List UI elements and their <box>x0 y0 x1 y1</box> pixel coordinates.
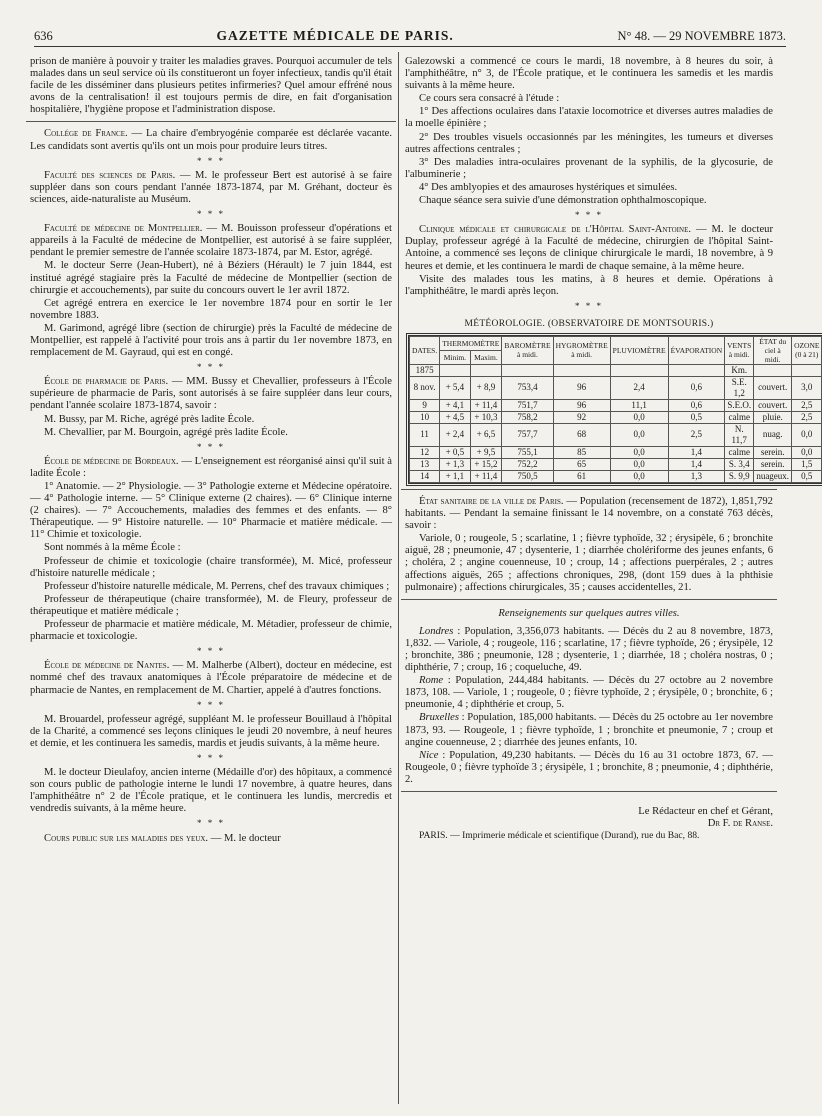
ornament-stars: * * * <box>575 300 603 311</box>
bussy-paragraph: M. Bussy, par M. Riche, agrégé près ladite École. <box>44 413 255 425</box>
col-minim: Minim. <box>440 350 470 364</box>
meteorology-table <box>409 336 822 483</box>
table-cell-max: + 11,4 <box>470 470 502 482</box>
issue-info: N° 48. — 29 NOVEMBRE 1873. <box>617 28 786 43</box>
table-cell-oz: 2,5 <box>792 411 822 423</box>
col-thermometre: THERMOMÈTRE <box>440 336 502 350</box>
item-1: 1° Des affections oculaires dans l'ataxie locomotrice et diverses autres maladies de la moelle épinière ; <box>405 106 773 130</box>
nantes-text: — M. Malherbe (Albert), docteur en médecine, est nommé chef des travaux anatomiques à l'École préparatoire de médecine et de pharmacie de Nantes, en remplacement de M. Chartier, appelé à d'autres fonctions. <box>30 660 392 696</box>
sciences-paragraph <box>30 170 392 206</box>
table-cell-vent: calme <box>725 411 754 423</box>
montpellier-paragraph <box>30 223 392 259</box>
sciences-heading: Faculté des sciences de Paris. <box>44 169 176 181</box>
table-cell-hyg: 65 <box>553 458 610 470</box>
table-cell-oz: 0,0 <box>792 446 822 458</box>
perrens-paragraph: Professeur d'histoire naturelle médicale, M. Perrens, chef des travaux chimiques ; <box>44 580 390 592</box>
col-pluviometre: PLUVIOMÈTRE <box>610 336 668 364</box>
dieulafoy-paragraph: M. le docteur Dieulafoy, ancien interne (Médaille d'or) des hôpitaux, a commencé son cours public de pathologie interne le lundi 17 novembre, à quatre heures, dans l'amphithéâtre n° 2 de l'École pratique, et le continuera les lundis, mercredis et vendredis suivants, à la même heure. <box>30 767 392 815</box>
table-cell-pluv: 0,0 <box>610 423 668 446</box>
table-cell-pluv: 0,0 <box>610 446 668 458</box>
col-barometre: BAROMÈTRE à midi. <box>502 336 553 364</box>
sanitaire-heading: État sanitaire de la ville de Paris. <box>419 495 564 507</box>
clinique-heading: Clinique médicale et chirurgicale de l'Hôpital Saint-Antoine. <box>419 224 691 236</box>
pharmacie-text: — MM. Bussy et Chevallier, professeurs à l'École supérieure de pharmacie de Paris, sont autorisés à se faire suppléer dans leur cours, pendant l'année scolaire 1873-1874, savoir : <box>30 376 392 412</box>
table-cell-max: + 15,2 <box>470 458 502 470</box>
table-cell-bar: 752,2 <box>502 458 553 470</box>
college-paragraph <box>30 128 392 152</box>
running-header <box>34 26 786 47</box>
nommes-paragraph: Sont nommés à la même École : <box>44 542 181 554</box>
section-rule <box>401 489 777 490</box>
londres-city: Londres <box>419 625 454 637</box>
seance-paragraph: Chaque séance sera suivie d'une démonstration ophthalmoscopique. <box>419 195 707 207</box>
londres-text: : Population, 3,356,073 habitants. — Décès du 2 au 8 novembre, 1873, 1,832. — Variole, 4 ; rougeole, 116 ; scarlatine, 17 ; fièvre typhoïde, 26 ; érysipèle, 12 ; bronchite, 386 ; pneumonie, 128 ; dysenterie, 1 ; diarrhée, 18 ; choléra nostras, 0 ; diphthérie, 7 ; croup, 16 ; coqueluche, 49. <box>405 625 773 674</box>
section-rule <box>401 791 777 792</box>
table-cell-max: + 11,4 <box>470 399 502 411</box>
bruxelles-city: Bruxelles <box>419 712 460 724</box>
pharmacie-heading: École de pharmacie de Paris. <box>44 376 169 388</box>
table-cell-etat: serein. <box>754 446 792 458</box>
table-cell-pluv: 0,0 <box>610 458 668 470</box>
bordeaux-list: 1° Anatomie. — 2° Physiologie. — 3° Pathologie externe et Médecine opératoire. — 4° Pathologie interne. — 5° Clinique externe (2 chaires). — 6° Clinique interne (2 chaires). — 7° Accouchements, maladies des femmes et des enfants. — 8° Thérapeutique. — 9° Histoire naturelle. — 10° Pharmacie et matière médicale. — 11° Chimie et toxicologie. <box>30 481 392 541</box>
bordeaux-text: — L'enseignement est réorganisé ainsi qu'il suit à ladite École : <box>30 455 392 479</box>
table-cell-min: + 5,4 <box>440 376 470 399</box>
nice-paragraph <box>405 750 773 786</box>
table-cell-etat: nuag. <box>754 423 792 446</box>
serre-paragraph: M. le docteur Serre (Jean-Hubert), né à Béziers (Hérault) le 7 juin 1844, est institué agrégé stagiaire près la Faculté de médecine de Montpellier (section de chirurgie et accouchements), par suite du concours ouvert le 1er avril 1872. <box>30 260 392 296</box>
table-cell-vent: N. 11,7 <box>725 423 754 446</box>
table-cell-hyg: 85 <box>553 446 610 458</box>
table-cell-min: + 0,5 <box>440 446 470 458</box>
table-cell-max: + 6,5 <box>470 423 502 446</box>
table-cell-oz: 0,0 <box>792 423 822 446</box>
table-cell-etat: serein. <box>754 458 792 470</box>
table-cell-min: + 4,1 <box>440 399 470 411</box>
nantes-paragraph <box>30 660 392 696</box>
ornament-stars: * * * <box>197 441 225 452</box>
table-cell-evap: 0,6 <box>668 376 725 399</box>
bordeaux-heading: École de médecine de Bordeaux. <box>44 455 179 467</box>
table-cell-d: 11 <box>410 423 440 446</box>
table-cell-max: + 8,9 <box>470 376 502 399</box>
item-2: 2° Des troubles visuels occasionnés par les méningites, les tumeurs et diverses autres affections centrales ; <box>405 131 773 155</box>
ornament-stars: * * * <box>197 209 225 220</box>
table-cell-evap: 1,3 <box>668 470 725 482</box>
ornament-stars: * * * <box>575 210 603 221</box>
table-cell-hyg: 96 <box>553 399 610 411</box>
visite-paragraph: Visite des malades tous les matins, à 8 heures et demie. Opérations à l'amphithéâtre, le mardi après leçon. <box>405 273 773 297</box>
section-rule <box>401 599 777 600</box>
montpellier-text: — M. Bouisson professeur d'opérations et appareils à la Faculté de médecine de Montpellier, est autorisé à se faire suppléer, pendant le premier semestre de l'année scolaire 1873-1874, par M. Estor, agrégé. <box>30 223 392 259</box>
serre-paragraph-2: Cet agrégé entrera en exercice le 1er novembre 1874 pour en sortir le 1er novembre 1883. <box>30 297 392 321</box>
year-cell: 1875 <box>410 364 440 376</box>
sciences-text: — M. le professeur Bert est autorisé à se faire suppléer dans son cours pendant l'année 1873-1874, par M. Gréhant, docteur ès sciences, aide-naturaliste au Muséum. <box>30 169 393 205</box>
bruxelles-paragraph <box>405 712 773 748</box>
montpellier-heading: Faculté de médecine de Montpellier. <box>44 223 203 235</box>
table-cell-bar: 755,1 <box>502 446 553 458</box>
table-cell-etat: couvert. <box>754 376 792 399</box>
table-cell-evap: 0,6 <box>668 399 725 411</box>
table-cell-pluv: 11,1 <box>610 399 668 411</box>
col-evaporation: ÉVAPORATION <box>668 336 725 364</box>
col-ozone: OZONE (0 à 21) <box>792 336 822 364</box>
table-row <box>410 423 822 446</box>
nice-city: Nice <box>419 749 439 761</box>
table-cell-pluv: 0,0 <box>610 470 668 482</box>
table-cell-oz: 0,5 <box>792 470 822 482</box>
imprint-line: PARIS. — Imprimerie médicale et scientifique (Durand), rue du Bac, 88. <box>419 830 700 842</box>
renseignements-heading: Renseignements sur quelques autres villes. <box>498 607 680 619</box>
metadier-paragraph: Professeur de pharmacie et matière médicale, M. Métadier, professeur de chimie, pharmacie et toxicologie. <box>30 619 392 643</box>
item-3: 3° Des maladies intra-oculaires provenant de la syphilis, de la glycosurie, de l'albuminerie ; <box>405 156 773 180</box>
table-cell-d: 10 <box>410 411 440 423</box>
journal-title: GAZETTE MÉDICALE DE PARIS. <box>216 28 454 43</box>
meteo-caption: MÉTÉOROLOGIE. (OBSERVATOIRE DE MONTSOURIS.) <box>464 318 714 329</box>
item-4: 4° Des amblyopies et des amauroses hystériques et simulées. <box>419 181 678 193</box>
right-column <box>405 56 820 1096</box>
intro-paragraph: prison de manière à pouvoir y traiter les maladies graves. Pourquoi accumuler de tels malades dans un seul service où ils constitueront un foyer infectieux, tandis qu'il était facile de les disséminer dans plusieurs petites infirmeries? Quel amour effréné nous avons de la centralisation! il est toujours permis de dire, en fait d'organisation hospitalière, l'hygiène propose et l'administration dispose. <box>30 56 393 116</box>
table-row <box>410 470 822 482</box>
ornament-stars: * * * <box>197 646 225 657</box>
ornament-stars: * * * <box>197 818 225 829</box>
table-cell-oz: 1,5 <box>792 458 822 470</box>
table-row <box>410 399 822 411</box>
table-cell-vent: S. 3,4 <box>725 458 754 470</box>
table-cell-evap: 1,4 <box>668 458 725 470</box>
table-cell-bar: 750,5 <box>502 470 553 482</box>
col-dates: DATES. <box>410 336 440 364</box>
table-cell-bar: 753,4 <box>502 376 553 399</box>
table-cell-evap: 0,5 <box>668 411 725 423</box>
signature-name: Dr F. de Ranse. <box>707 818 773 830</box>
rome-paragraph <box>405 675 773 711</box>
meteorology-table-body <box>410 376 822 482</box>
college-heading: Collége de France. <box>44 128 128 140</box>
yeux-paragraph <box>30 833 392 845</box>
ornament-stars: * * * <box>197 699 225 710</box>
fleury-paragraph: Professeur de thérapeutique (chaire transformée), M. de Fleury, professeur de thérapeutique et matière médicale ; <box>30 593 392 617</box>
table-cell-hyg: 96 <box>553 376 610 399</box>
table-cell-vent: S.E.O. <box>725 399 754 411</box>
table-cell-d: 13 <box>410 458 440 470</box>
table-cell-evap: 1,4 <box>668 446 725 458</box>
bruxelles-text: : Population, 185,000 habitants. — Décès du 25 octobre au 1er novembre 1873, 93. — Rougeole, 1 ; fièvre typhoïde, 1 ; bronchite et pneumonie, 7 ; croup et angine couenneuse, 2 ; diarrhée des jeunes enfants, 10. <box>405 712 773 748</box>
table-cell-d: 9 <box>410 399 440 411</box>
signature-role: Le Rédacteur en chef et Gérant, <box>638 806 773 818</box>
table-row <box>410 376 822 399</box>
yeux-text: — M. le docteur <box>208 832 281 844</box>
table-cell-bar: 758,2 <box>502 411 553 423</box>
table-cell-vent: S.E. 1,2 <box>725 376 754 399</box>
galezowski-paragraph: Galezowski a commencé ce cours le mardi, 18 novembre, à 8 heures du soir, à l'amphithéâtre, n° 3, de l'École pratique, et le continuera les samedis et les mardis suivants à la même heure. <box>405 56 773 92</box>
rome-city: Rome <box>419 675 444 687</box>
sanitaire-text: — Population (recensement de 1872), 1,851,792 habitants. — Pendant la semaine finissant le 14 novembre, on a constaté 763 décès, savoir : <box>405 495 773 532</box>
left-column <box>30 56 392 1096</box>
table-cell-vent: calme <box>725 446 754 458</box>
table-cell-vent: S. 9,9 <box>725 470 754 482</box>
sanitaire-paragraph <box>405 496 773 532</box>
table-cell-hyg: 61 <box>553 470 610 482</box>
table-cell-evap: 2,5 <box>668 423 725 446</box>
table-cell-min: + 4,5 <box>440 411 470 423</box>
rome-text: : Population, 244,484 habitants. — Décès du 27 octobre au 2 novembre 1873, 108. — Variole, 1 ; rougeole, 0 ; fièvre typhoïde, 2 ; érysipèle, 0 ; bronchite, 6 ; pneumonie, 4 ; diphthérie et croup, 5. <box>405 675 773 711</box>
table-cell-etat: nuageux. <box>754 470 792 482</box>
signature-block <box>405 806 773 830</box>
table-cell-d: 12 <box>410 446 440 458</box>
table-cell-d: 8 nov. <box>410 376 440 399</box>
table-cell-oz: 2,5 <box>792 399 822 411</box>
table-cell-max: + 10,3 <box>470 411 502 423</box>
table-cell-d: 14 <box>410 470 440 482</box>
ornament-stars: * * * <box>197 752 225 763</box>
table-cell-hyg: 68 <box>553 423 610 446</box>
table-cell-min: + 2,4 <box>440 423 470 446</box>
clinique-text: — M. le docteur Duplay, professeur agrégé à la Faculté de médecine, chirurgien de l'hôpital Saint-Antoine, a commencé ses leçons de clinique chirurgicale le mardi, 18 novembre, à 9 heures et demie, et les continuera le mardi de chaque semaine, à la même heure. <box>405 224 773 272</box>
nantes-heading: École de médecine de Nantes. <box>44 660 170 672</box>
consacre-paragraph: Ce cours sera consacré à l'étude : <box>419 93 560 105</box>
table-row <box>410 458 822 470</box>
col-hygrometre: HYGROMÈTRE à midi. <box>553 336 610 364</box>
ornament-stars: * * * <box>197 362 225 373</box>
table-cell-min: + 1,1 <box>440 470 470 482</box>
yeux-heading: Cours public sur les maladies des yeux. <box>44 832 209 844</box>
ornament-stars: * * * <box>197 155 225 166</box>
page-number: 636 <box>34 28 53 43</box>
col-maxim: Maxim. <box>470 350 502 364</box>
table-row <box>410 411 822 423</box>
col-etat: ÉTAT du ciel à midi. <box>754 336 792 364</box>
table-cell-max: + 9,5 <box>470 446 502 458</box>
table-cell-bar: 751,7 <box>502 399 553 411</box>
pharmacie-paragraph <box>30 376 392 412</box>
col-vents: VENTS à midi. <box>725 336 754 364</box>
table-cell-hyg: 92 <box>553 411 610 423</box>
km-cell: Km. <box>725 364 754 376</box>
table-cell-pluv: 0,0 <box>610 411 668 423</box>
bordeaux-paragraph <box>30 456 392 480</box>
mice-paragraph: Professeur de chimie et toxicologie (chaire transformée), M. Micé, professeur d'histoire naturelle médicale ; <box>30 555 392 579</box>
section-rule <box>26 121 396 122</box>
deces-paragraph: Variole, 0 ; rougeole, 5 ; scarlatine, 1 ; fièvre typhoïde, 32 ; érysipèle, 6 ; bronchite aiguë, 28 ; pneumonie, 47 ; dysenterie, 1 ; diarrhée cholériforme des jeunes enfants, 6 ; choléra, 2 ; angine couenneuse, 10 ; croup, 14 ; affections puerpérales, 2 ; autres affections aiguës, 265 ; affections chroniques, 298, (dont 159 dues à la phthisie pulmonaire) ; affections chirurgicales, 35 ; causes accidentelles, 21. <box>405 533 773 593</box>
brouardel-paragraph: M. Brouardel, professeur agrégé, suppléant M. le professeur Bouillaud à l'hôpital de la Charité, a commencé ses leçons cliniques le jeudi 20 novembre, à neuf heures et demie, et les continuera les samedis, mardis et jeudis suivants, à la même heure. <box>30 713 392 749</box>
college-text: — La chaire d'embryogénie comparée est déclarée vacante. Les candidats sont avertis qu'ils ont un mois pour produire leurs titres. <box>30 128 392 152</box>
table-row <box>410 446 822 458</box>
clinique-paragraph <box>405 224 773 272</box>
table-cell-etat: pluie. <box>754 411 792 423</box>
londres-paragraph <box>405 626 773 674</box>
garimond-paragraph: M. Garimond, agrégé libre (section de chirurgie) près la Faculté de médecine de Montpellier, est rappelé à l'activité pour trois ans à partir du 1er novembre 1873, en remplacement de M. Gayraud, qui est en congé. <box>30 322 392 359</box>
chevallier-paragraph: M. Chevallier, par M. Bourgoin, agrégé près ladite École. <box>44 426 288 438</box>
nice-text: : Population, 49,230 habitants. — Décès du 16 au 31 octobre 1873, 67. — Rougeole, 0 ; fièvre typhoïde 3 ; érysipèle, 1 ; bronchite, 8 ; pneumonie, 4 ; diphthérie, 2. <box>405 749 773 785</box>
table-cell-pluv: 2,4 <box>610 376 668 399</box>
column-divider <box>398 52 399 1104</box>
table-cell-etat: couvert. <box>754 399 792 411</box>
table-cell-oz: 3,0 <box>792 376 822 399</box>
table-cell-min: + 1,3 <box>440 458 470 470</box>
table-cell-bar: 757,7 <box>502 423 553 446</box>
